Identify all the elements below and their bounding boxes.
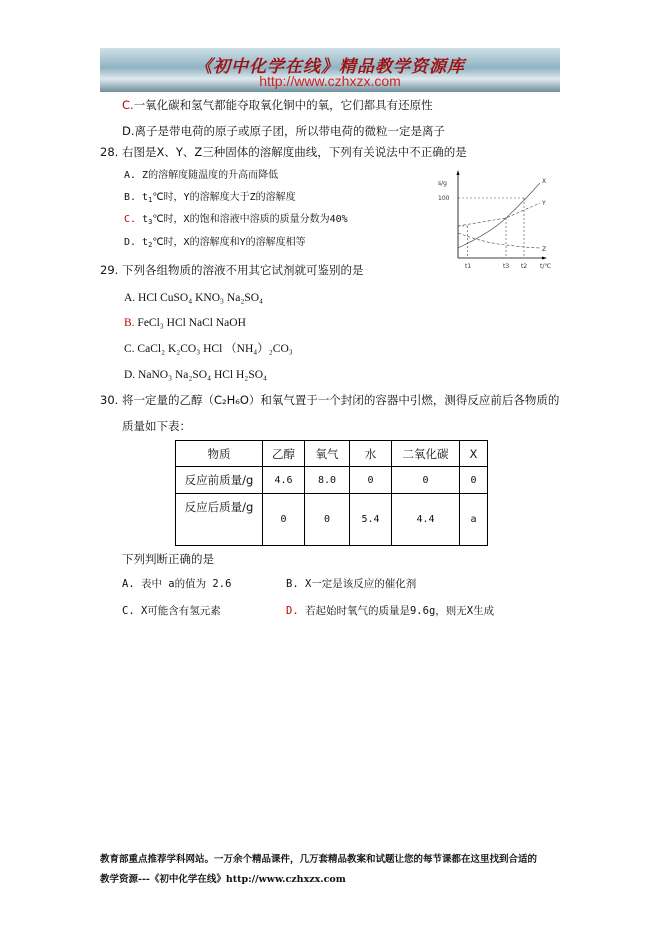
label-x: X (542, 178, 547, 185)
q29-option-c: C. CaCl₂ K₂CO₃ HCl （NH₄）₂CO₃ (124, 343, 293, 355)
q30-option-b: B. X一定是该反应的催化剂 (286, 578, 417, 590)
y-axis-arrow-icon (457, 170, 460, 175)
header-cell: 二氧化碳 (392, 441, 460, 467)
table-header-row (176, 441, 488, 467)
answer-letter: C. (122, 98, 134, 112)
q29-option-d: D. NaNO₃ Na₂SO₄ HCl H₂SO₄ (124, 369, 268, 381)
q27-option-d (122, 124, 445, 138)
header-cell: X (460, 441, 488, 467)
option-text: 一氧化碳和氢气都能夺取氧化铜中的氧，它们都具有还原性 (133, 98, 433, 112)
x-tick-t3: t3 (503, 263, 510, 270)
q30-stem-cont: 质量如下表： (122, 419, 191, 433)
y-label: s/g (438, 180, 447, 187)
table-row: 反应前质量/g 4.6 8.0 0 0 0 (176, 467, 488, 494)
mass-table (175, 440, 488, 546)
banner-title: 《初中化学在线》精品教学资源库 (195, 57, 465, 77)
curve-z (458, 233, 540, 248)
q27-option-c (122, 98, 433, 112)
footer-line-1: 教育部重点推荐学科网站。一万余个精品课件，几万套精品教案和试题让您的每节课都在这里找到合适的 (100, 854, 538, 865)
q29-option-a: A. HCl CuSO₄ KNO₃ Na₂SO₄ (124, 292, 264, 304)
q30-stem: 30. 将一定量的乙醇（C₂H₆O）和氧气置于一个封闭的容器中引燃，测得反应前后各物质的 (100, 393, 560, 407)
header-cell: 乙醇 (263, 441, 305, 467)
banner-url[interactable]: http://www.czhxzx.com (259, 73, 401, 89)
option-text: 离子是带电荷的原子或原子团，所以带电荷的微粒一定是离子 (134, 124, 446, 138)
x-tick-t2: t2 (521, 263, 528, 270)
q28-stem: 28. 右图是X、Y、Z三种固体的溶解度曲线，下列有关说法中不正确的是 (100, 145, 467, 159)
header-cell: 物质 (176, 441, 263, 467)
site-banner (100, 48, 560, 92)
curve-y (458, 203, 540, 226)
x-axis-arrow-icon (542, 257, 547, 260)
solubility-graph (430, 165, 560, 275)
header-cell: 氧气 (305, 441, 350, 467)
q30-option-a: A. 表中 a的值为 2.6 (122, 578, 232, 590)
header-cell: 水 (350, 441, 392, 467)
x-tick-t1: t1 (465, 263, 472, 270)
y-tick-100: 100 (438, 195, 450, 202)
q30-option-c: C. X可能含有氢元素 (122, 605, 221, 617)
q28-option-b: B. $t_1℃$时，Y的溶解度大于Z的溶解度 (124, 192, 296, 204)
q29-stem: 29. 下列各组物质的溶液不用其它试剂就可鉴别的是 (100, 263, 364, 277)
table-row: 反应后质量/g 0 0 5.4 4.4 a (176, 494, 488, 546)
q29-option-b: B. FeCl₃ HCl NaCl NaOH (124, 317, 246, 329)
label-z: Z (542, 246, 547, 253)
q30-option-d: D. 若起始时氧气的质量是9.6g，则无X生成 (286, 605, 495, 617)
x-label: t/℃ (540, 263, 552, 270)
option-letter: D. (122, 124, 135, 138)
footer-line-2[interactable]: 教学资源---《初中化学在线》http://www.czhxzx.com (100, 874, 346, 885)
q28-option-c: C. $t_3℃$时，X的饱和溶液中溶质的质量分数为40% (124, 214, 348, 226)
q28-option-a: A. Z的溶解度随温度的升高而降低 (124, 170, 279, 181)
label-y: Y (542, 200, 546, 207)
q30-prompt: 下列判断正确的是 (122, 552, 214, 566)
q28-option-d: D. $t_2℃$时，X的溶解度和Y的溶解度相等 (124, 237, 306, 249)
curve-x (458, 183, 540, 248)
